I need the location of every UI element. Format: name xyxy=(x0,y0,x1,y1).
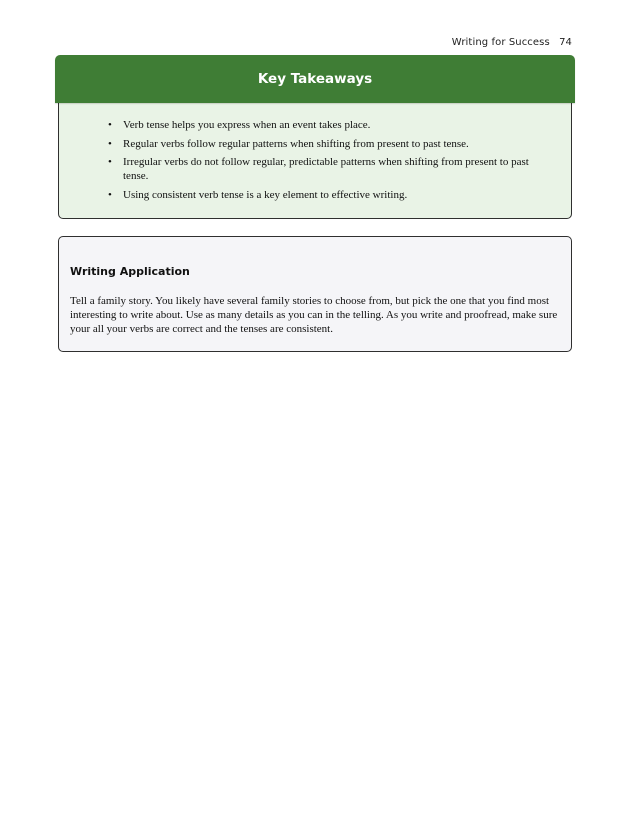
writing-application-text: Tell a family story. You likely have several family stories to choose from, but pick the one that you find most interesting to write about. Use as many details as you can in the telling. As you write and proofread, make sure your all your verbs are correct and the tenses are consistent. xyxy=(70,295,558,335)
key-takeaways-title: Key Takeaways xyxy=(257,71,373,87)
bullet-icon: • xyxy=(108,119,112,131)
key-takeaways-header xyxy=(55,55,575,103)
list-item xyxy=(108,155,548,183)
list-item xyxy=(108,137,548,151)
running-header xyxy=(452,37,572,48)
list-item-text: Regular verbs follow regular patterns when shifting from present to past tense. xyxy=(123,137,469,150)
bullet-icon: • xyxy=(108,156,112,168)
list-item-text: Verb tense helps you express when an event takes place. xyxy=(123,119,371,131)
book-title: Writing for Success xyxy=(451,37,550,48)
bullet-icon: • xyxy=(108,188,112,201)
writing-application-title: Writing Application xyxy=(70,265,190,278)
key-takeaways-list xyxy=(108,118,548,206)
bullet-icon: • xyxy=(108,137,112,150)
page-number: 74 xyxy=(559,37,572,48)
list-item xyxy=(108,188,548,202)
list-item xyxy=(108,118,548,132)
list-item-text: Irregular verbs do not follow regular, predictable patterns when shifting from present to past tense. xyxy=(123,156,529,182)
list-item-text: Using consistent verb tense is a key element to effective writing. xyxy=(123,188,408,201)
